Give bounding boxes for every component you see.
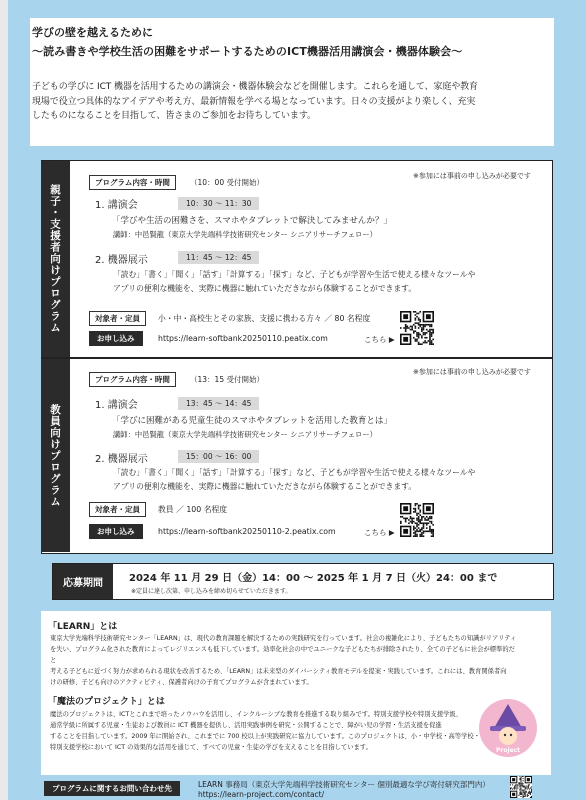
program-2-target-value: 教員 ／ 100 名程度: [158, 505, 228, 514]
program-2-exhibit-desc: [113, 466, 533, 493]
program-1-lecturer: 講師：中邑賢龍（東京大学先端科学技術研究センター シニアリサーチフェロー）: [113, 230, 377, 239]
text-line: けの研修、子ども向けのアクティビティ、保護者向けの子育てプログラムが含まれています。: [50, 679, 313, 686]
program-1-exhibit-title: 2. 機器展示: [95, 255, 148, 266]
program-1-apply-label: お申し込み: [89, 331, 143, 346]
program-1-target-value: 小・中・高校生とその家族、支援に携わる方々 ／ 80 名程度: [158, 314, 371, 323]
program-1-kochira-link[interactable]: こちら ▶: [364, 335, 395, 344]
contact-qr-code[interactable]: [510, 776, 532, 798]
text-line: を失い、プログラム化された教育によってレジリエンスも低下しています。効率化社会の中でユニークな子どもたちが排除されたり、全ての子どもに社会が標準的だと: [50, 646, 515, 664]
learn-text: [50, 633, 520, 688]
program-1-target-label: 対象者・定員: [89, 311, 146, 326]
mascot-logo-icon: [478, 698, 538, 758]
application-period: [52, 563, 554, 600]
desc-line: 「読む」「書く」「聞く」「話す」「計算する」「探す」など、子どもが学習や生活で使える様々なツールや: [113, 468, 476, 477]
program-1-side-label: 親子・支援者向けプログラム: [41, 161, 70, 357]
program-2-side-label: 教員向けプログラム: [41, 359, 70, 552]
mahou-text: [50, 709, 480, 753]
program-2-target-label: 対象者・定員: [89, 502, 146, 517]
period-label: 応募期間: [53, 564, 113, 599]
intro-line: 現場で役立つ具体的なアイデアや考え方、最新情報を学べる場となっています。日々の支援がより楽しく、充実: [32, 96, 476, 107]
program-2-note: ※参加には事前の申し込みが必要です: [413, 368, 531, 376]
program-2-apply-url[interactable]: https://learn-softbank20250110-2.peatix.com: [158, 527, 336, 536]
program-2-apply-label: お申し込み: [89, 524, 143, 539]
desc-line: アプリの便利な機能を、実際に機器に触れていただきながら体験することができます。: [113, 481, 417, 491]
text-line: 考える子どもに近づく努力が求められる現状を改善するため、「LEARN」は未来型のダイバーシティ教育モデルを提案・実践しています。これには、教育関係者向: [50, 668, 507, 675]
program-2-reception: （13：15 受付開始）: [190, 375, 264, 384]
program-2-exhibit-time: 15：00 〜 16：00: [178, 450, 259, 463]
intro-line: したものになることを目指して、皆さまのご参加をお待ちしています。: [32, 111, 316, 121]
program-2-qr-code[interactable]: [400, 503, 434, 537]
period-value: 2024 年 11 月 29 日（金）14：00 〜 2025 年 1 月 7 日（火）24：00 まで: [129, 573, 498, 584]
program-1-lecture-time: 10：30 〜 11：30: [178, 197, 259, 210]
page-subtitle: 〜読み書きや学校生活の困難をサポートするためのICT機器活用講演会・機器体験会〜: [32, 45, 463, 58]
text-line: することを目指しています。2009 年に開始され、これまでに 700 校以上が実践研究に協力しています。このプロジェクトは、小・中学校・高等学校・: [50, 733, 480, 740]
period-note: ※定員に達し次第、申し込みを締め切らせていただきます。: [131, 588, 292, 595]
program-1-note: ※参加には事前の申し込みが必要です: [413, 172, 531, 180]
program-2-exhibit-title: 2. 機器展示: [95, 454, 148, 465]
text-line: 魔法のプロジェクトは、ICTとこれまで培ったノウハウを活用し、インクルーシブな教育を推進する取り組みです。特別支援学校や特別支援学級、: [50, 711, 463, 718]
program-1-exhibit-desc: [113, 268, 533, 295]
text-line: 通常学級に所属する児童・生徒および教員に ICT 機器を提供し、活用実践事例を研究・公開することで、障がい児の学習・生活支援を促進: [50, 722, 442, 729]
program-1-lecture-title: 1. 講演会: [95, 200, 138, 211]
program-divider: [41, 357, 553, 359]
program-2-lecturer: 講師：中邑賢龍（東京大学先端科学技術研究センター シニアリサーチフェロー）: [113, 430, 377, 439]
contact-name: LEARN 事務局（東京大学先端科学技術研究センター 個別最適な学び寄付研究部門内）: [198, 780, 490, 789]
intro-line: 子どもの学びに ICT 機器を活用するための講演会・機器体験会などを開催します。これらを通して、家庭や教育: [32, 82, 478, 92]
program-2-lecture-quote: 「学びに困難がある児童生徒のスマホやタブレットを活用した教育とは」: [112, 416, 392, 426]
mahou-title: 「魔法のプロジェクト」とは: [48, 697, 165, 707]
program-2-kochira-link[interactable]: こちら ▶: [364, 528, 395, 537]
program-1-reception: （10：00 受付開始）: [190, 178, 264, 187]
page-title: 学びの壁を越えるために: [32, 26, 153, 39]
program-1-exhibit-time: 11：45 〜 12：45: [178, 251, 259, 264]
page-edge: [0, 0, 8, 800]
program-2-lecture-title: 1. 講演会: [95, 400, 138, 411]
learn-title: 「LEARN」とは: [48, 622, 118, 632]
program-1-qr-code[interactable]: [400, 311, 434, 345]
intro-text: [32, 80, 528, 124]
mascot-label: Project: [495, 747, 521, 754]
desc-line: 「読む」「書く」「聞く」「話す」「計算する」「探す」など、子どもが学習や生活で使える様々なツールや: [113, 270, 476, 279]
desc-line: アプリの便利な機能を、実際に機器に触れていただきながら体験することができます。: [113, 283, 417, 293]
program-1-lecture-quote: 「学びや生活の困難さを、スマホやタブレットで解決してみませんか？」: [112, 216, 392, 226]
text-line: 東京大学先端科学技術研究センター「LEARN」は、現代の教育課題を解決するための実践研究を行っています。社会の複雑化により、子どもたちの知識がリアリティ: [50, 635, 517, 642]
program-1-apply-url[interactable]: https://learn-softbank20250110.peatix.com: [158, 334, 328, 343]
program-1-content-label: プログラム内容・時間: [89, 175, 176, 190]
contact-label: プログラムに関するお問い合わせ先: [44, 781, 180, 796]
contact-url[interactable]: https://learn-project.com/contact/: [198, 790, 325, 799]
program-2-lecture-time: 13：45 〜 14：45: [178, 397, 259, 410]
program-2-content-label: プログラム内容・時間: [89, 372, 176, 387]
text-line: 特別支援学校において ICT の効果的な活用を通じて、すべての児童・生徒の学びを支えることを目指しています。: [50, 744, 372, 751]
